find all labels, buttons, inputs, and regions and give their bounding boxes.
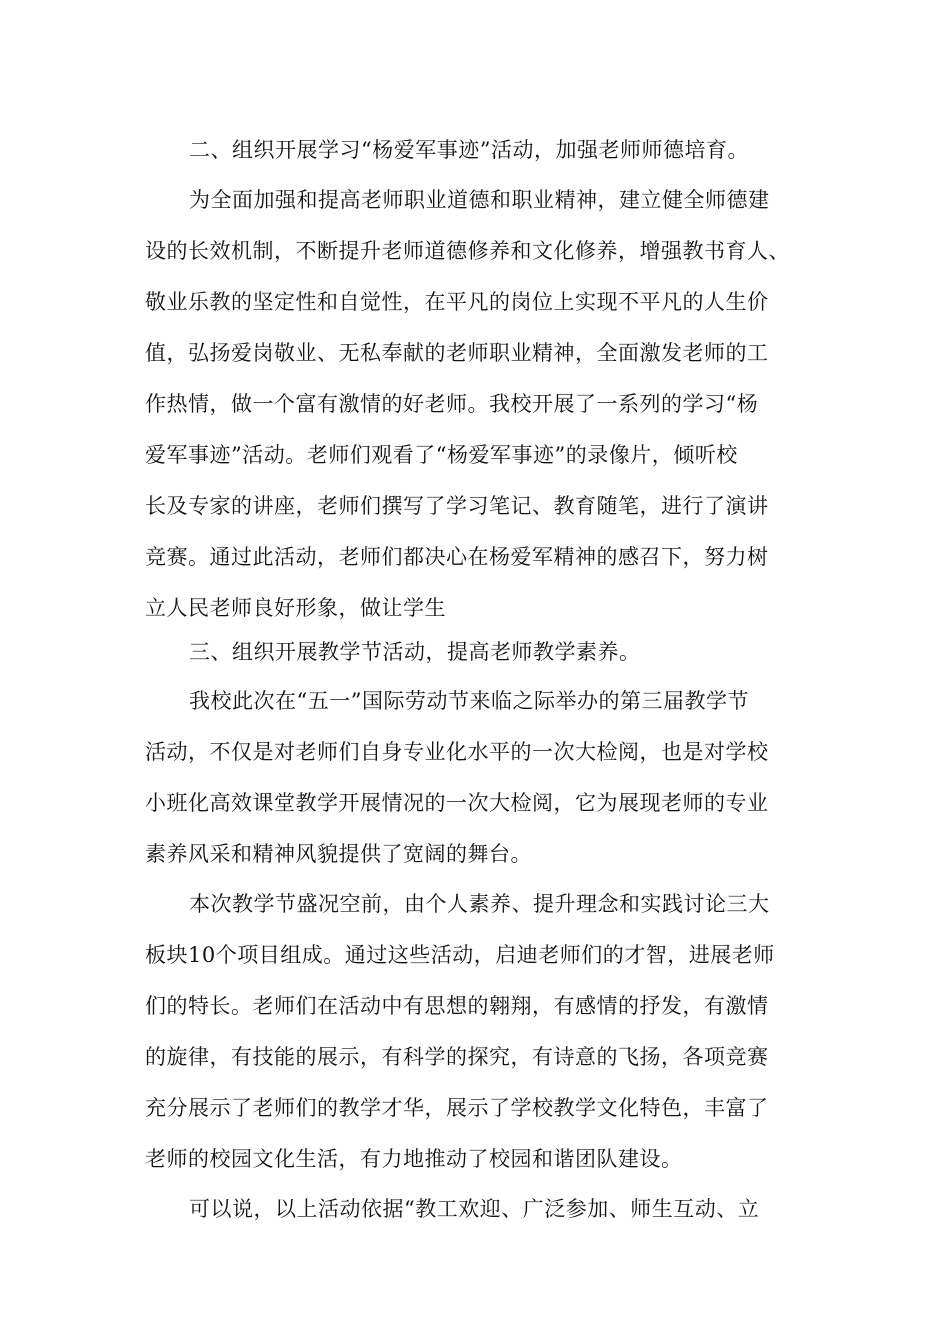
section-heading-3: 三、组织开展教学节活动，提高老师教学素养。 xyxy=(189,640,641,664)
text-line: 老师的校园文化生活，有力地推动了校园和谐团队建设。 xyxy=(145,1147,683,1171)
text-line: 爱军事迹”活动。老师们观看了“杨爱军事迹”的录像片，倾听校 xyxy=(145,443,738,467)
text-line: 素养风采和精神风貌提供了宽阔的舞台。 xyxy=(145,842,532,866)
text-line: 们的特长。老师们在活动中有思想的翱翔，有感情的抒发，有激情 xyxy=(145,994,769,1018)
text-line: 小班化高效课堂教学开展情况的一次大检阅，它为展现老师的专业 xyxy=(145,791,769,815)
text-line: 活动，不仅是对老师们自身专业化水平的一次大检阅，也是对学校 xyxy=(145,740,769,764)
text-line: 板块10个项目组成。通过这些活动，启迪老师们的才智，进展老师 xyxy=(145,943,775,967)
text-line: 充分展示了老师们的教学才华，展示了学校教学文化特色，丰富了 xyxy=(145,1096,769,1120)
section-heading-2: 二、组织开展学习“杨爱军事迹”活动，加强老师师德培育。 xyxy=(189,138,749,162)
text-line: 立人民老师良好形象，做让学生 xyxy=(145,596,446,620)
text-line: 敬业乐教的坚定性和自觉性，在平凡的岗位上实现不平凡的人生价 xyxy=(145,290,769,314)
text-line: 本次教学节盛况空前，由个人素养、提升理念和实践讨论三大 xyxy=(189,892,770,916)
text-line: 可以说，以上活动依据“教工欢迎、广泛参加、师生互动、立 xyxy=(189,1197,760,1221)
text-line: 的旋律，有技能的展示，有科学的探究，有诗意的飞扬，各项竞赛 xyxy=(145,1045,769,1069)
text-line: 长及专家的讲座，老师们撰写了学习笔记、教育随笔，进行了演讲 xyxy=(145,494,769,518)
text-line: 我校此次在“五一”国际劳动节来临之际举办的第三届教学节 xyxy=(189,689,749,713)
text-line: 作热情，做一个富有激情的好老师。我校开展了一系列的学习“杨 xyxy=(145,392,759,416)
text-line: 为全面加强和提高老师职业道德和职业精神，建立健全师德建 xyxy=(189,188,770,212)
text-line: 竞赛。通过此活动，老师们都决心在杨爱军精神的感召下，努力树 xyxy=(145,545,769,569)
text-line: 值，弘扬爱岗敬业、无私奉献的老师职业精神，全面激发老师的工 xyxy=(145,341,769,365)
text-line: 设的长效机制，不断提升老师道德修养和文化修养，增强教书育人、 xyxy=(145,239,790,263)
